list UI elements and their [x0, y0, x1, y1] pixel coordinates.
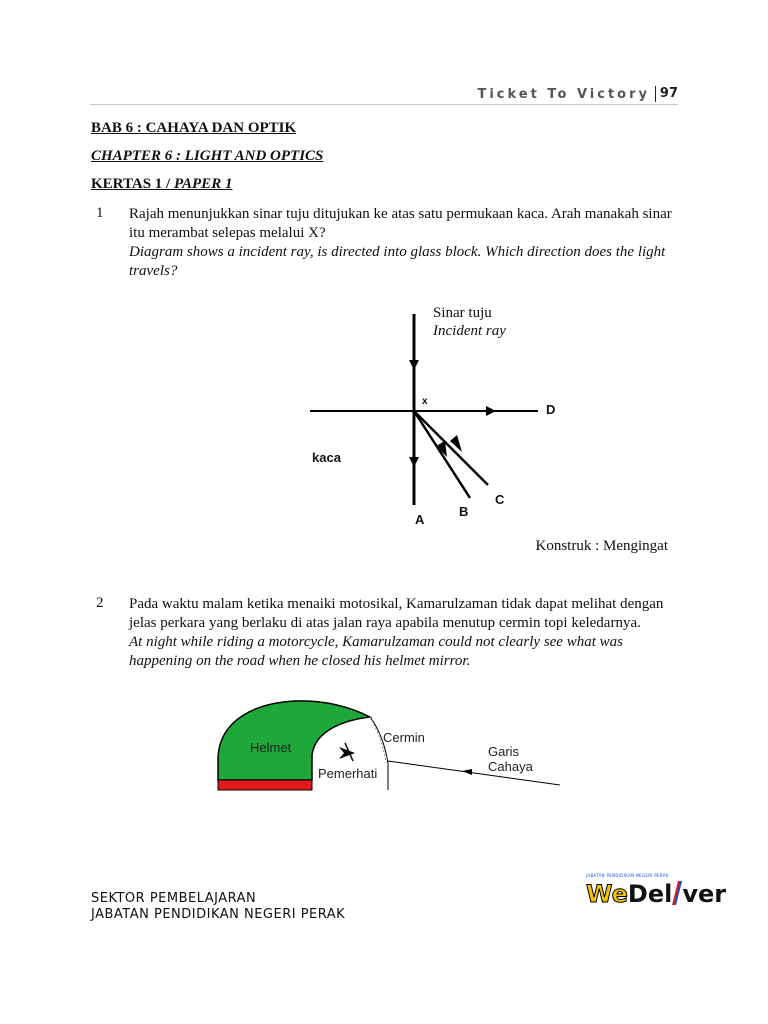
footer-line-1: SEKTOR PEMBELAJARAN — [91, 891, 257, 906]
glass-label: kaca — [312, 450, 341, 465]
incident-label-malay: Sinar tuju — [433, 305, 492, 321]
question-2-number: 2 — [96, 595, 104, 611]
footer-line-2: JABATAN PENDIDIKAN NEGERI PERAK — [91, 907, 346, 922]
header-title: Ticket To Victory — [477, 87, 650, 102]
question-1-text — [129, 205, 674, 281]
ray-a-arrow — [409, 457, 419, 467]
ray-d-arrow — [486, 406, 496, 416]
question-2-malay: Pada waktu malam ketika menaiki motosikal, Kamarulzaman tidak dapat melihat dengan jelas perkara yang berlaku di atas jalan raya apabila menutup cermin topi keledarnya. — [129, 596, 664, 631]
question-1-english: Diagram shows a incident ray, is directed into glass block. Which direction does the light travels? — [129, 244, 666, 279]
chapter-heading: CHAPTER 6 : LIGHT AND OPTICS — [91, 148, 324, 164]
logo-slash-icon — [672, 881, 682, 905]
option-d-label: D — [546, 402, 556, 417]
paper-label: PAPER 1 — [173, 176, 233, 192]
question-2-english: At night while riding a motorcycle, Kamarulzaman could not clearly see what was happening on the road when he closed his helmet mirror. — [129, 634, 623, 669]
bab-heading: BAB 6 : CAHAYA DAN OPTIK — [91, 120, 297, 136]
logo-top-text: JABATAN PENDIDIKAN NEGERI PERAK — [586, 873, 669, 878]
ray-b-line — [414, 411, 470, 498]
question-1-malay: Rajah menunjukkan sinar tuju ditujukan ke atas satu permukaan kaca. Arah manakah sinar itu merambat selepas melalui X? — [129, 206, 672, 241]
question-2-text — [129, 595, 674, 671]
header-separator — [655, 86, 656, 102]
incident-arrow — [409, 360, 419, 370]
observer-eye-icon — [339, 743, 355, 761]
observer-label: Pemerhati — [318, 766, 378, 781]
question-1-number: 1 — [96, 205, 104, 221]
header-page-number: 97 — [659, 86, 678, 101]
helmet-label: Helmet — [250, 740, 292, 755]
option-c-label: C — [495, 492, 505, 507]
header-rule — [90, 104, 678, 105]
we-deliver-logo — [586, 873, 727, 913]
logo-wordmark — [586, 880, 726, 908]
logo-ver: ver — [682, 880, 727, 908]
light-ray-line — [388, 761, 560, 785]
kertas-label: KERTAS 1 / — [91, 176, 171, 192]
ray-c-line — [414, 411, 488, 485]
point-x-label: x — [422, 396, 428, 407]
logo-we: We — [586, 880, 628, 908]
light-label-line2: Cahaya — [488, 759, 533, 774]
option-a-label: A — [415, 512, 425, 527]
incident-label-english: Incident ray — [433, 323, 506, 339]
mirror-label: Cermin — [383, 730, 425, 745]
light-label-line1: Garis — [488, 744, 520, 759]
construct-label: Konstruk : Mengingat — [535, 538, 668, 554]
logo-del: Del — [627, 880, 673, 908]
option-b-label: B — [459, 504, 469, 519]
footer — [91, 891, 345, 923]
paper-heading — [91, 176, 232, 193]
helmet-band — [218, 780, 312, 790]
header — [0, 0, 768, 110]
